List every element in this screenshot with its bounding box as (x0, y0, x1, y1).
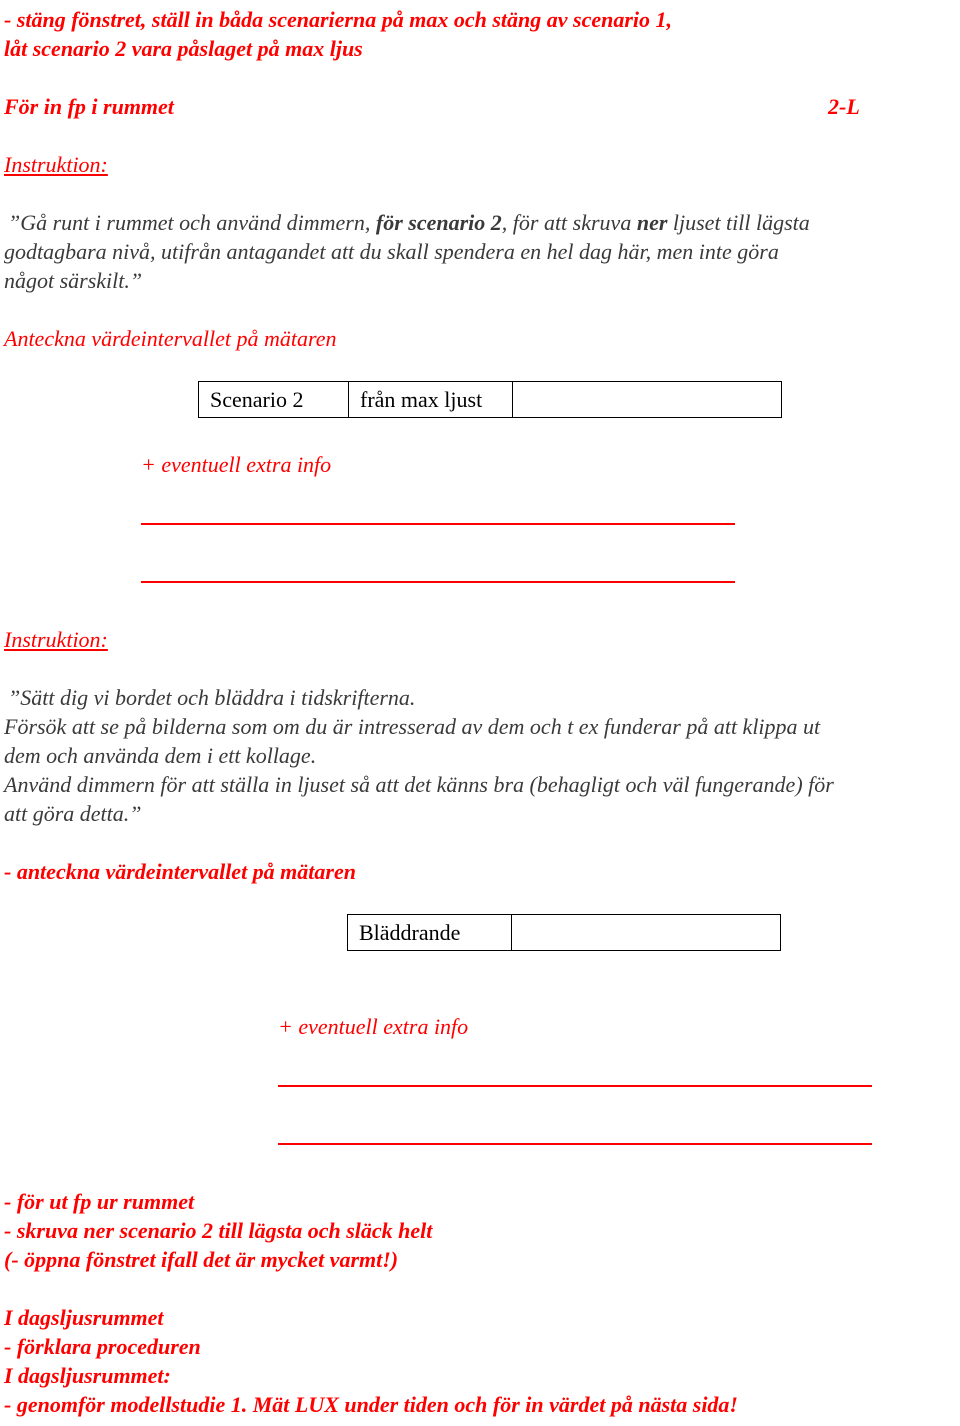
record-range-note-1: Anteckna värdeintervallet på mätaren (4, 326, 337, 351)
room-code: 2-L (828, 94, 860, 119)
browsing-value-table (347, 914, 781, 951)
extra-info-label-1: + eventuell extra info (141, 452, 332, 477)
extra-info-line-1a[interactable] (141, 523, 735, 525)
browsing-label-cell: Bläddrande (348, 915, 512, 951)
instruction-text-2-line-3: dem och använda dem i ett kollage. (4, 743, 317, 768)
footer-daylight-room: I dagsljusrummet (4, 1305, 164, 1330)
quote-bold-scenario: för scenario 2 (375, 210, 502, 235)
instruction-text-1-line-3: något särskilt.” (4, 268, 143, 293)
footer-take-out: - för ut fp ur rummet (4, 1189, 195, 1214)
quote-mid-text: , för att skruva (501, 210, 637, 235)
footer-open-window: (- öppna fönstret ifall det är mycket varmt!) (4, 1247, 399, 1272)
instruction-scenario2-on: låt scenario 2 vara påslaget på max ljus (4, 36, 363, 61)
extra-info-line-1b[interactable] (141, 581, 735, 583)
quote-rest-text: ljuset till lägsta (667, 210, 810, 235)
extra-info-line-2a[interactable] (278, 1085, 872, 1087)
footer-daylight-room-2: I dagsljusrummet: (4, 1363, 171, 1388)
footer-explain-procedure: - förklara proceduren (4, 1334, 201, 1359)
record-range-note-2: - anteckna värdeintervallet på mätaren (4, 859, 356, 884)
footer-turn-down: - skruva ner scenario 2 till lägsta och släck helt (4, 1218, 433, 1243)
extra-info-line-2b[interactable] (278, 1143, 872, 1145)
instruction-text-2-line-5: att göra detta.” (4, 801, 142, 826)
instruction-text-2-line-4: Använd dimmern för att ställa in ljuset så att det känns bra (behagligt och väl fungerande) för (4, 772, 834, 797)
from-max-light-cell: från max ljust (349, 382, 513, 418)
footer-model-study: - genomför modellstudie 1. Mät LUX under tiden och för in värdet på nästa sida! (4, 1392, 738, 1417)
instruction-heading-1: Instruktion: (4, 152, 108, 177)
quote-bold-ner: ner (636, 210, 668, 235)
instruction-text-2-line-1: ”Sätt dig vi bordet och bläddra i tidskrifterna. (8, 685, 416, 710)
quote-open-text: ”Gå runt i rummet och använd dimmern, (8, 210, 376, 235)
scenario2-value-table (198, 381, 782, 418)
instruction-heading-2: Instruktion: (4, 627, 108, 652)
scenario-label-cell: Scenario 2 (199, 382, 349, 418)
browsing-value-input[interactable] (512, 915, 781, 951)
extra-info-label-2: + eventuell extra info (278, 1014, 469, 1039)
instruction-text-2-line-2: Försök att se på bilderna som om du är intresserad av dem och t ex funderar på att klippa ut (4, 714, 821, 739)
instruction-text-1-line-2: godtagbara nivå, utifrån antagandet att du skall spendera en hel dag här, men inte göra (4, 239, 779, 264)
instruction-close-window: - stäng fönstret, ställ in båda scenarierna på max och stäng av scenario 1, (4, 7, 673, 32)
room-entry-label: För in fp i rummet (4, 94, 174, 119)
scenario2-value-input[interactable] (513, 382, 782, 418)
instruction-text-1-line-1 (8, 208, 810, 237)
